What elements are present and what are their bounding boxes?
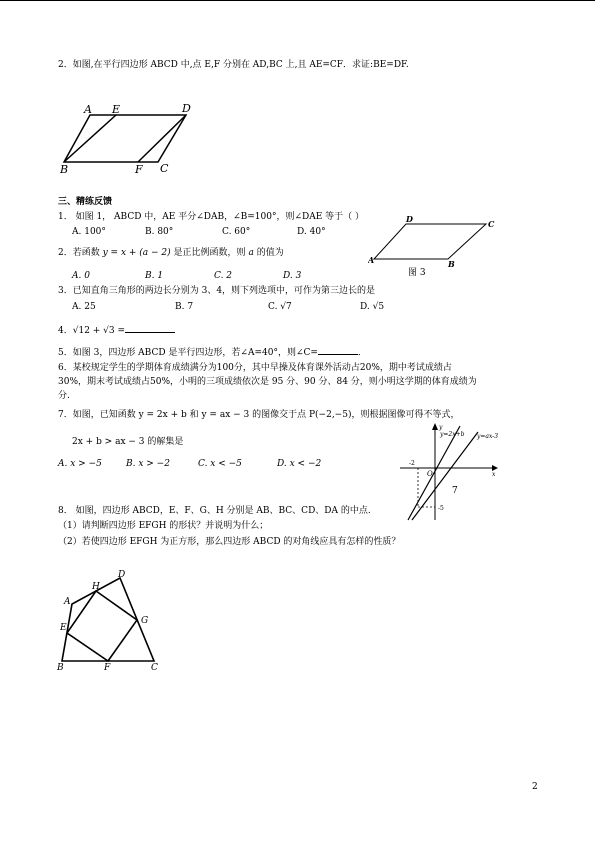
p8-label-d: D xyxy=(118,570,126,580)
p7-label-line2: y=ax-3 xyxy=(477,433,499,440)
p2-formula: y = x + (a − 2) xyxy=(102,248,171,258)
p4-num: 4． xyxy=(58,326,73,336)
section-title: 三、精练反馈 xyxy=(58,197,113,207)
p2-option-a: A. 0 xyxy=(72,271,90,281)
p8-label-e: E xyxy=(60,623,67,633)
p5-answer-blank[interactable] xyxy=(318,354,358,355)
p7-line-ax-minus-3 xyxy=(412,432,478,520)
p8-label-h: H xyxy=(92,582,100,592)
p4-answer-blank[interactable] xyxy=(125,332,175,333)
p1-option-b: B. 80° xyxy=(145,227,174,237)
p3-stem: 3．已知直角三角形的两边长分别为 3、4，则下列选项中，可作为第三边长的是 xyxy=(58,286,376,296)
p1-option-c: C. 60° xyxy=(222,227,251,237)
q2-label-a: A xyxy=(84,103,92,116)
p7-stem2: 2x + b > ax − 3 的解集是 xyxy=(72,437,184,447)
p7-tick-x: -2 xyxy=(409,460,415,467)
p2-stem-mid: 是正比例函数，则 xyxy=(173,248,246,258)
p2-var: a xyxy=(248,248,254,258)
p7-option-b: B. x > −2 xyxy=(126,459,170,469)
p7-origin-label: O xyxy=(427,470,433,478)
q2-parallelogram-figure xyxy=(58,100,198,175)
p7-option-d: D. x < −2 xyxy=(277,459,322,469)
q2-label-f: F xyxy=(135,163,143,175)
p2-option-b: B. 1 xyxy=(145,271,164,281)
q2-label-b: B xyxy=(60,163,69,175)
q2-label-d: D xyxy=(182,102,191,115)
p6-line1: 6．某校规定学生的学期体育成绩满分为100分，其中早操及体育课外活动占20%，期中考试成绩占 xyxy=(58,363,452,373)
p3-option-a: A. 25 xyxy=(72,302,96,312)
p1-option-a: A. 100° xyxy=(72,227,106,237)
p8-sub2: （2）若使四边形 EFGH 为正方形，那么四边形 ABCD 的对角线应具有怎样的性质？ xyxy=(58,537,401,547)
p8-label-g: G xyxy=(141,616,149,626)
fig3-label-b: B xyxy=(448,259,455,269)
p6-line3: 分. xyxy=(58,391,70,401)
p3-option-c: C. √7 xyxy=(268,302,292,312)
q2-label-c: C xyxy=(160,162,169,175)
p8-label-a: A xyxy=(64,597,71,607)
q2-text: 2．如图,在平行四边形 ABCD 中,点 E,F 分别在 AD,BC 上,且 AE=CF．求证:BE=DF. xyxy=(58,60,409,70)
p2-stem xyxy=(58,248,284,259)
p7-option-a: A. x > −5 xyxy=(58,459,102,469)
q2-line-be xyxy=(64,115,116,162)
page-number: 2 xyxy=(532,782,538,792)
p3-option-b: B. 7 xyxy=(175,302,194,312)
p7-y-axis-arrow xyxy=(432,423,438,430)
p5-text xyxy=(58,348,367,359)
p7-stem1: 7．如图，已知函数 y = 2x + b 和 y = ax − 3 的图像交于点 P(−2,−5)，则根据图像可得不等式， xyxy=(58,410,460,420)
p8-label-b: B xyxy=(57,663,64,673)
p4-expr: √12 + √3 = xyxy=(72,326,126,336)
p2-stem-pre: 2．若函数 xyxy=(58,248,100,258)
fig3-label-a: A xyxy=(368,255,375,265)
p8-stem: 8． 如图，四边形 ABCD，E、F、G、H 分别是 AB、BC、CD、DA 的中点. xyxy=(58,506,371,516)
p7-axis-y-label: y xyxy=(439,424,443,431)
p1-stem: 1． 如图 1， ABCD 中，AE 平分∠DAB，∠B=100°，则∠DAE 等于（ ） xyxy=(58,212,365,222)
p7-option-c: C. x < −5 xyxy=(198,459,242,469)
p2-option-c: C. 2 xyxy=(214,271,233,281)
fig3-parallelogram-figure xyxy=(368,214,498,276)
p8-label-f: F xyxy=(104,663,111,673)
fig3-parallelogram xyxy=(374,224,486,259)
p6-line2: 30%，期末考试成绩占50%，小明的三项成绩依次是 95 分、90 分、84 分，则小明这学期的体育成绩为 xyxy=(58,377,477,387)
p2-option-d: D. 3 xyxy=(283,271,302,281)
p2-stem-post: 的值为 xyxy=(256,248,284,258)
p7-graph-figure xyxy=(400,420,510,525)
p7-mark: 7 xyxy=(452,486,458,496)
top-rule xyxy=(0,0,595,1)
p4-text xyxy=(58,326,175,337)
p5-stem: 5．如图 3，四边形 ABCD 是平行四边形，若∠A=40°，则∠C= xyxy=(58,348,318,358)
q2-parallelogram xyxy=(64,115,186,162)
p7-tick-y: -5 xyxy=(438,505,444,512)
p1-option-d: D. 40° xyxy=(297,227,326,237)
p5-tail: ． xyxy=(357,348,367,358)
p7-line-2x-plus-b xyxy=(408,426,460,520)
p7-axis-x-label: x xyxy=(492,471,496,478)
p3-option-d: D. √5 xyxy=(360,302,385,312)
p8-label-c: C xyxy=(151,663,158,673)
fig3-caption: 图 3 xyxy=(408,268,426,278)
p7-label-line1: y=2x+b xyxy=(440,431,465,438)
q2-label-e: E xyxy=(112,103,121,116)
fig3-label-c: C xyxy=(488,219,495,229)
p8-sub1: （1）请判断四边形 EFGH 的形状？并说明为什么； xyxy=(58,521,269,531)
p8-quadrilateral-figure xyxy=(54,568,174,673)
fig3-label-d: D xyxy=(406,214,413,224)
